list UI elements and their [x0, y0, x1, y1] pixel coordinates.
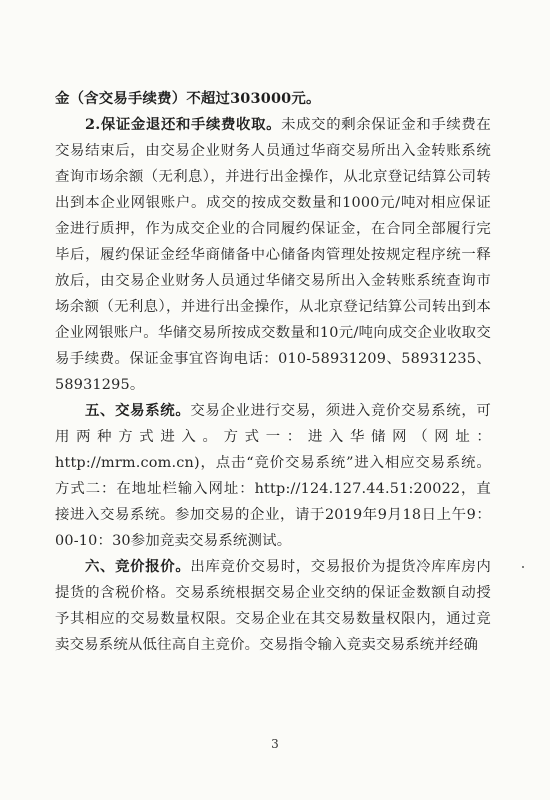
continued-line-text: 金（含交易手续费）不超过303000元。 — [55, 90, 321, 107]
paragraph-deposit-refund-text: 未成交的剩余保证金和手续费在交易结束后，由交易企业财务人员通过华商交易所出入金转账系统查询市场余额（无利息），并进行出金操作，从北京登记结算公司转出到本企业网银账户。成交的按成交数量和1000元/吨对相应保证金进行质押，作为成交企业的合同履约保证金，在合同全部履行完毕后，履约保证金经华商储备中心储备肉管理处按规定程序统一释放后，由交易企业财务人员通过华储交易所出入金转账系统查询市场余额（无利息），并进行出金操作，从北京登记结算公司转出到本企业网银账户。华储交易所按成交数量和10元/吨向成交企业收取交易手续费。保证金事宜咨询电话：010-58931209、58931235、58931295。 — [55, 117, 491, 393]
page-number: 3 — [271, 737, 279, 751]
document-body — [55, 86, 491, 658]
paragraph-deposit-refund-heading: 2.保证金退还和手续费收取。 — [85, 116, 282, 133]
continued-line — [55, 86, 491, 112]
paragraph-trading-system — [55, 398, 491, 554]
scan-speck — [522, 566, 524, 568]
paragraph-bidding-quote-heading: 六、竞价报价。 — [85, 558, 191, 575]
paragraph-bidding-quote-text: 出库竞价交易时，交易报价为提货冷库库房内提货的含税价格。交易系统根据交易企业交纳的保证金数额自动授予其相应的交易数量权限。交易企业在其交易数量权限内，通过竞卖交易系统从低往高自主竞价。交易指令输入竞卖交易系统并经确 — [55, 559, 491, 653]
paragraph-trading-system-heading: 五、交易系统。 — [85, 402, 191, 419]
paragraph-deposit-refund — [55, 112, 491, 398]
paragraph-bidding-quote — [55, 554, 491, 658]
paragraph-trading-system-text: 交易企业进行交易，须进入竞价交易系统，可用两种方式进入。方式一：进入华储网（网址：http://mrm.com.cn)，点击“竞价交易系统”进入相应交易系统。方式二：在地址栏输入网址：http://124.127.44.51:20022，直接进入交易系统。参加交易的企业，请于2019年9月18日上午9：00-10：30参加竞卖交易系统测试。 — [55, 403, 491, 549]
